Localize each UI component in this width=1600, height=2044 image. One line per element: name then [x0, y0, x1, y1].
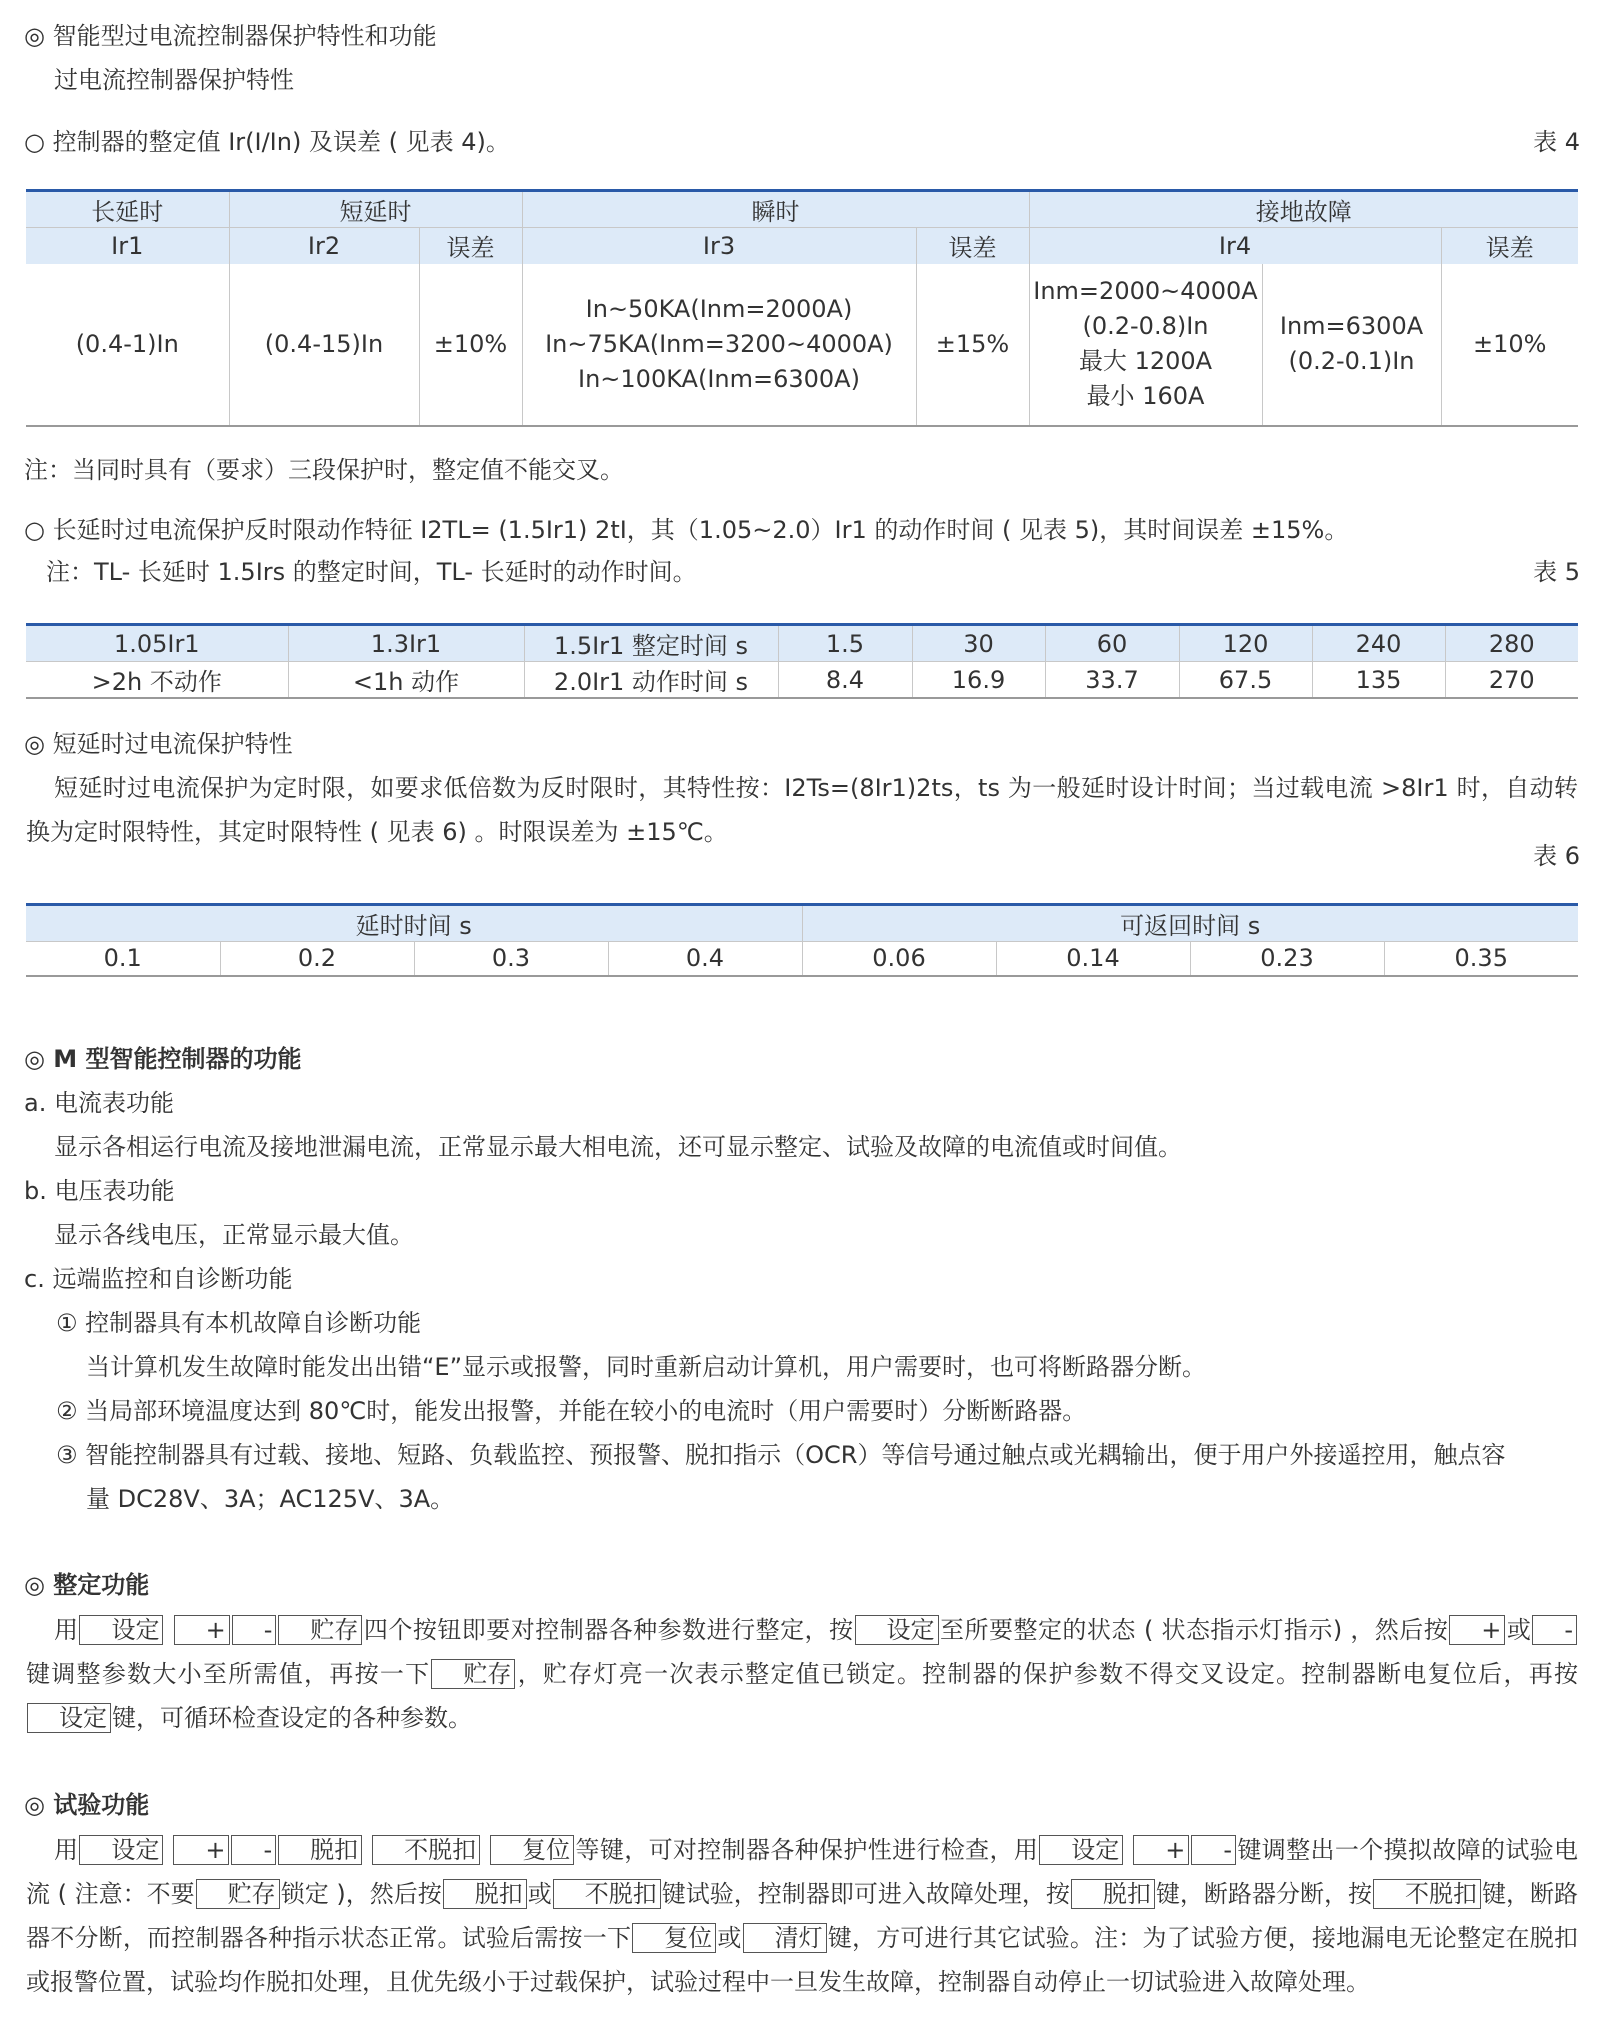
- plus-key: +: [174, 1615, 230, 1645]
- text-run: 锁定 )，然后按: [280, 1880, 442, 1908]
- cell-ir4a-line: 最小 160A: [1086, 382, 1205, 410]
- t6-cell: 0.1: [103, 944, 142, 973]
- cell-ir4a-line: 最大 1200A: [1078, 347, 1213, 375]
- text-run: 键调整参数大小至所需值，再按一下: [26, 1660, 431, 1688]
- t5-cell: 30: [912, 625, 1045, 662]
- col-ir1: Ir1: [26, 228, 229, 264]
- text-run: 键，断路器分断，按: [1155, 1880, 1372, 1908]
- t5-cell: 67.5: [1179, 662, 1312, 699]
- item-c3-line2: 量 DC28V、3A；AC125V、3A。: [86, 1485, 455, 1513]
- cell-err3: ±10%: [1441, 264, 1578, 426]
- cell-ir1: (0.4-1)In: [75, 330, 179, 358]
- cell-ir4a-line: (0.2-0.8)In: [1082, 312, 1209, 340]
- trip-key: 脱扣: [1071, 1879, 1155, 1909]
- set-key: 设定: [79, 1835, 163, 1865]
- text-run: 或: [527, 1880, 552, 1908]
- set-key: 设定: [27, 1703, 111, 1733]
- note-tl: 注：TL- 长延时 1.5Irs 的整定时间，TL- 长延时的动作时间。: [46, 558, 697, 586]
- no-trip-key: 不脱扣: [1373, 1879, 1481, 1909]
- store-key: 贮存: [196, 1879, 280, 1909]
- t6-header-delay: 延时时间 s: [26, 905, 802, 942]
- setting-paragraph: [26, 1608, 1578, 1740]
- t5-cell: 33.7: [1045, 662, 1179, 699]
- table4: [26, 189, 1578, 427]
- item-a: a. 电流表功能: [24, 1089, 174, 1117]
- cell-ir4b-line: Inm=6300A: [1279, 312, 1424, 340]
- t5-cell: 280: [1445, 625, 1578, 662]
- text-run: 键，断路器不分断，而控制器各种指示状态正常。试验后需按一下: [26, 1880, 1579, 1952]
- text-run: 四个按钮即要对控制器各种参数进行整定，按: [363, 1616, 854, 1644]
- col-ir2: Ir2: [229, 228, 419, 264]
- item-b: b. 电压表功能: [24, 1177, 175, 1205]
- text-run: 键，方可进行其它试验。注：为了试验方便，接地漏电无论整定在脱扣或报警位置，试验均作脱扣处理，且优先级小于过载保护，试验过程中一旦发生故障，控制器自动停止一切试验进入故障处理。: [26, 1924, 1579, 1996]
- short-delay-paragraph: 短延时过电流保护为定时限，如要求低倍数为反时限时，其特性按：I2Ts=(8Ir1)2ts，ts 为一般延时设计时间；当过载电流 >8Ir1 时，自动转换为定时限特性，其定时限特性 ( 见表 6) 。时限误差为 ±15℃。: [26, 774, 1578, 846]
- t6-cell: 0.14: [996, 942, 1190, 976]
- t5-cell: 16.9: [912, 662, 1045, 699]
- item-c2: ② 当局部环境温度达到 80℃时，能发出报警，并能在较小的电流时（用户需要时）分断断路器。: [56, 1397, 1087, 1425]
- trip-key: 脱扣: [443, 1879, 527, 1909]
- t5-cell: 8.4: [778, 662, 912, 699]
- text-run: 至所要整定的状态 ( 状态指示灯指示) ，然后按: [939, 1616, 1449, 1644]
- t5-cell: 120: [1179, 625, 1312, 662]
- t5-cell: 240: [1312, 625, 1445, 662]
- t6-cell: 0.23: [1190, 942, 1384, 976]
- cell-ir3-line: In~50KA(Inm=2000A): [585, 294, 853, 323]
- t5-cell: 2.0Ir1 动作时间 s: [524, 662, 778, 699]
- cell-err2: ±15%: [916, 264, 1029, 426]
- item-long-delay: ○ 长延时过电流保护反时限动作特征 I2TL= (1.5Ir1) 2tI，其（1.05~2.0）Ir1 的动作时间 ( 见表 5)，其时间误差 ±15%。: [24, 516, 1349, 544]
- subtitle-protection: 过电流控制器保护特性: [54, 66, 294, 94]
- t6-cell: 0.2: [220, 942, 414, 976]
- t5-cell: 1.5: [778, 625, 912, 662]
- note-no-cross: 注：当同时具有（要求）三段保护时，整定值不能交叉。: [24, 456, 624, 484]
- text-run: 或: [1506, 1616, 1532, 1644]
- item-c3-line1: ③ 智能控制器具有过载、接地、短路、负载监控、预报警、脱扣指示（OCR）等信号通过触点或光耦输出，便于用户外接遥控用，触点容: [56, 1441, 1506, 1469]
- t5-cell: >2h 不动作: [91, 668, 222, 696]
- group-short-delay: 短延时: [229, 191, 522, 228]
- col-error-ground: 误差: [1441, 228, 1578, 264]
- section-title-setting: ◎ 整定功能: [24, 1571, 150, 1599]
- cell-ir3-line: In~100KA(Inm=6300A): [578, 364, 860, 393]
- item-a-text: 显示各相运行电流及接地泄漏电流，正常显示最大相电流，还可显示整定、试验及故障的电流值或时间值。: [54, 1133, 1182, 1161]
- clear-key: 清灯: [743, 1923, 827, 1953]
- plus-key: +: [173, 1835, 229, 1865]
- table6-label: 表 6: [1533, 842, 1580, 870]
- cell-ir3-line: In~75KA(Inm=3200~4000A): [545, 329, 893, 358]
- text-run: 等键，可对控制器各种保护性进行检查，用: [575, 1836, 1039, 1864]
- text-run: 或: [717, 1924, 742, 1952]
- table6: [26, 903, 1578, 977]
- t5-cell: 1.5Ir1 整定时间 s: [524, 625, 778, 662]
- minus-key: -: [1532, 1615, 1577, 1645]
- cell-ir4a-line: Inm=2000~4000A: [1033, 277, 1258, 305]
- item-c1: ① 控制器具有本机故障自诊断功能: [56, 1309, 422, 1337]
- text-run: ，贮存灯亮一次表示整定值已锁定。控制器的保护参数不得交叉设定。控制器断电复位后，再按: [516, 1660, 1579, 1688]
- store-key: 贮存: [278, 1615, 362, 1645]
- table5: [26, 623, 1578, 699]
- minus-key: -: [231, 1835, 276, 1865]
- t6-header-return: 可返回时间 s: [802, 905, 1578, 942]
- minus-key: -: [1191, 1835, 1236, 1865]
- group-ground-fault: 接地故障: [1029, 191, 1578, 228]
- test-paragraph: [26, 1828, 1578, 2004]
- section-title-protection: ◎ 智能型过电流控制器保护特性和功能: [24, 22, 437, 50]
- t6-cell: 0.35: [1384, 942, 1578, 976]
- no-trip-key: 不脱扣: [553, 1879, 661, 1909]
- set-key: 设定: [1039, 1835, 1123, 1865]
- t5-cell: <1h 动作: [288, 662, 524, 699]
- text-run: 用: [54, 1836, 79, 1864]
- section-title-test: ◎ 试验功能: [24, 1791, 150, 1819]
- table4-label: 表 4: [1533, 128, 1580, 156]
- col-ir4: Ir4: [1029, 228, 1441, 264]
- t6-cell: 0.4: [608, 942, 802, 976]
- cell-ir3: [522, 264, 916, 426]
- text-run: 键调整出一个摸拟故障的试验电流 ( 注意：不要: [26, 1836, 1579, 1908]
- trip-key: 脱扣: [278, 1835, 362, 1865]
- text-run: 键试验，控制器即可进入故障处理，按: [661, 1880, 1070, 1908]
- cell-ir4b-line: (0.2-0.1)In: [1288, 347, 1415, 375]
- item-setting-value: ○ 控制器的整定值 Ir(I/In) 及误差 ( 见表 4)。: [24, 128, 510, 156]
- item-b-text: 显示各线电压，正常显示最大值。: [54, 1221, 414, 1249]
- plus-key: +: [1449, 1615, 1505, 1645]
- item-c: c. 远端监控和自诊断功能: [24, 1265, 293, 1293]
- store-key: 贮存: [431, 1659, 515, 1689]
- col-error-short: 误差: [419, 228, 522, 264]
- t5-cell: 270: [1445, 662, 1578, 699]
- table5-label: 表 5: [1533, 558, 1580, 586]
- t5-cell: 1.05Ir1: [26, 625, 288, 662]
- no-trip-key: 不脱扣: [372, 1835, 480, 1865]
- t5-cell: 1.3Ir1: [288, 625, 524, 662]
- cell-err1: ±10%: [419, 264, 522, 426]
- group-instant: 瞬时: [522, 191, 1029, 228]
- item-c1-text: 当计算机发生故障时能发出出错“E”显示或报警，同时重新启动计算机，用户需要时，也可将断路器分断。: [86, 1353, 1207, 1381]
- t5-cell: 135: [1312, 662, 1445, 699]
- group-long-delay: 长延时: [26, 191, 229, 228]
- t6-cell: 0.06: [802, 942, 996, 976]
- reset-key: 复位: [632, 1923, 716, 1953]
- plus-key: +: [1133, 1835, 1189, 1865]
- t5-cell: 60: [1045, 625, 1179, 662]
- cell-ir4b: [1262, 264, 1441, 426]
- reset-key: 复位: [490, 1835, 574, 1865]
- text-run: 用: [54, 1616, 79, 1644]
- cell-ir2: (0.4-15)In: [229, 264, 419, 426]
- section-title-short-delay: ◎ 短延时过电流保护特性: [24, 730, 293, 758]
- minus-key: -: [232, 1615, 277, 1645]
- set-key: 设定: [855, 1615, 939, 1645]
- set-key: 设定: [79, 1615, 163, 1645]
- col-error-instant: 误差: [916, 228, 1029, 264]
- col-ir3: Ir3: [522, 228, 916, 264]
- cell-ir4a: [1029, 264, 1262, 426]
- section-title-m-type: ◎ M 型智能控制器的功能: [24, 1045, 302, 1073]
- text-run: 键，可循环检查设定的各种参数。: [112, 1704, 472, 1732]
- t6-cell: 0.3: [414, 942, 608, 976]
